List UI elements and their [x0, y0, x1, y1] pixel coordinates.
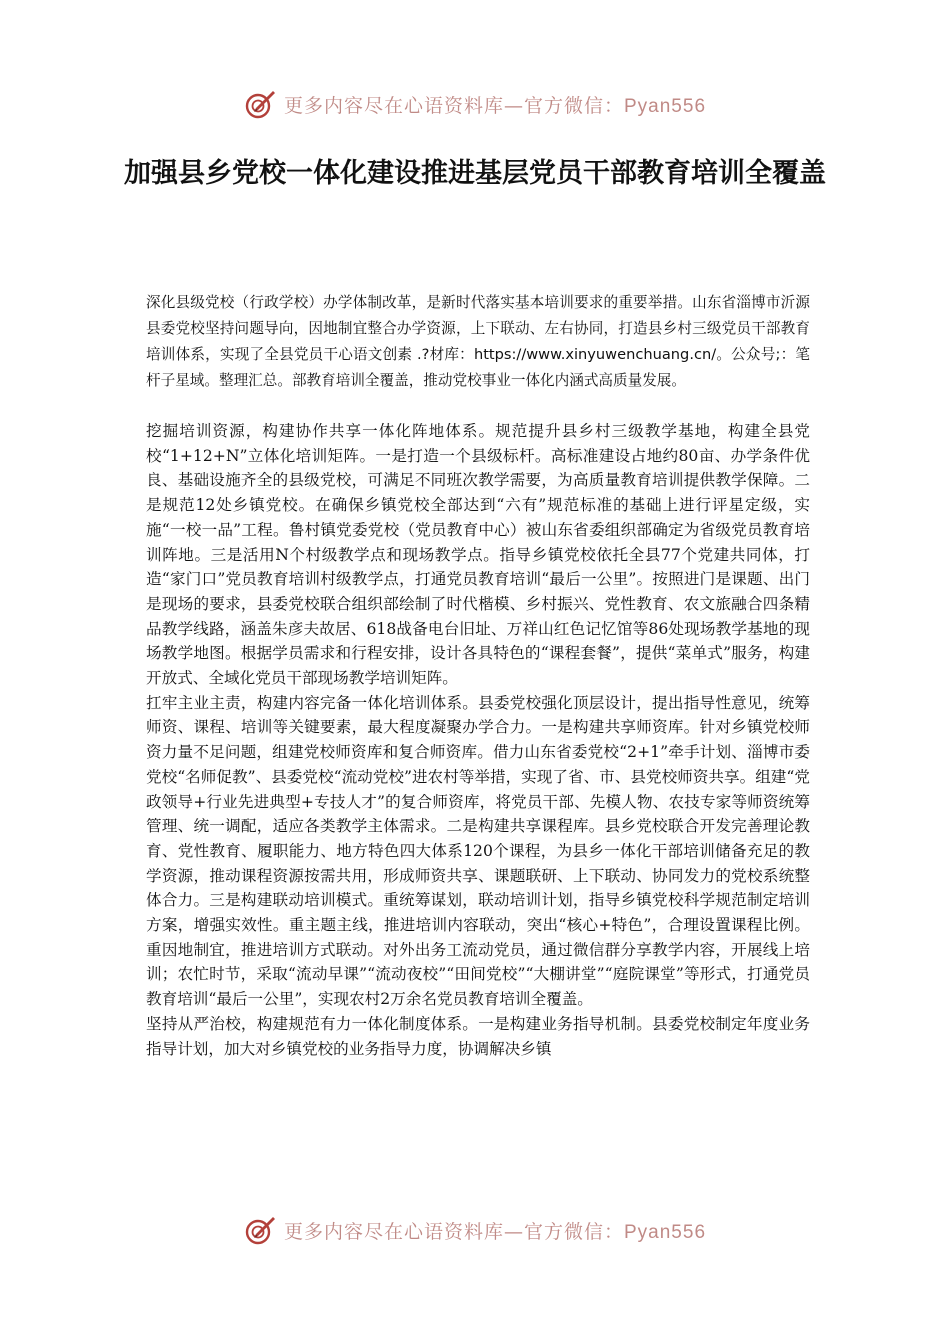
footer-banner — [0, 1210, 950, 1250]
pen-logo-icon — [244, 87, 278, 121]
paragraph: 扛牢主业主责，构建内容完备一体化培训体系。县委党校强化顶层设计，提出指导性意见，统筹师资、课程、培训等关键要素，最大程度凝聚办学合力。一是构建共享师资库。针对乡镇党校师资力量不足问题，组建党校师资库和复合师资库。借力山东省委党校“2+1”牵手计划、淄博市委党校“名师促教”、县委党校“流动党校”进农村等举措，实现了省、市、县党校师资共享。组建“党政领导+行业先进典型+专技人才”的复合师资库，将党员干部、先模人物、农技专家等师资统筹管理、统一调配，适应各类教学主体需求。二是构建共享课程库。县乡党校联合开发完善理论教育、党性教育、履职能力、地方特色四大体系120个课程，为县乡一体化干部培训储备充足的教学资源，推动课程资源按需共用，形成师资共享、课题联研、上下联动、协同发力的党校系统整体合力。三是构建联动培训模式。重统筹谋划，联动培训计划，指导乡镇党校科学规范制定培训方案，增强实效性。重主题主线，推进培训内容联动，突出“核心+特色”，合理设置课程比例。重因地制宜，推进培训方式联动。对外出务工流动党员，通过微信群分享教学内容，开展线上培训；农忙时节，采取“流动早课”“流动夜校”“田间党校”“大棚讲堂”“庭院课堂”等形式，打通党员教育培训“最后一公里”，实现农村2万余名党员教育培训全覆盖。 — [146, 693, 810, 1009]
paragraph: 坚持从严治校，构建规范有力一体化制度体系。一是构建业务指导机制。县委党校制定年度业务指导计划，加大对乡镇党校的业务指导力度，协调解决乡镇 — [146, 1014, 810, 1058]
banner-label: 更多内容尽在心语资料库—官方微信：Pyan556 — [283, 1220, 707, 1243]
body-text — [146, 419, 810, 1061]
pen-logo-icon — [244, 1213, 278, 1247]
lead-paragraph: 深化县级党校（行政学校）办学体制改革，是新时代落实基本培训要求的重要举措。山东省淄博市沂源县委党校坚持问题导向，因地制宜整合办学资源，上下联动、左右协同，打造县乡村三级党员干部教育培训体系，实现了全县党员干心语文创素 .?材库：https://www.xinyuwenchuang.cn/。公众号;：笔杆子星域。整理汇总。部教育培训全覆盖，推动党校事业一体化内涵式高质量发展。 — [146, 294, 810, 389]
banner-label: 更多内容尽在心语资料库—官方微信：Pyan556 — [283, 94, 707, 117]
document-title: 加强县乡党校一体化建设推进基层党员干部教育培训全覆盖 — [124, 158, 826, 189]
paragraph: 挖掘培训资源，构建协作共享一体化阵地体系。规范提升县乡村三级教学基地，构建全县党校“1+12+N”立体化培训矩阵。一是打造一个县级标杆。高标准建设占地约80亩、办学条件优良、基础设施齐全的县级党校，可满足不同班次教学需要，为高质量教育培训提供教学保障。二是规范12处乡镇党校。在确保乡镇党校全部达到“六有”规范标准的基础上进行评星定级，实施“一校一品”工程。鲁村镇党委党校（党员教育中心）被山东省委组织部确定为省级党员教育培训阵地。三是活用N个村级教学点和现场教学点。指导乡镇党校依托全县77个党建共同体，打造“家门口”党员教育培训村级教学点，打通党员教育培训“最后一公里”。按照进门是课题、出门是现场的要求，县委党校联合组织部绘制了时代楷模、乡村振兴、党性教育、农文旅融合四条精品教学线路，涵盖朱彦夫故居、618战备电台旧址、万祥山红色记忆馆等86处现场教学基地的现场教学地图。根据学员需求和行程安排，设计各具特色的“课程套餐”，提供“菜单式”服务，构建开放式、全域化党员干部现场教学培训矩阵。 — [146, 422, 810, 688]
header-banner — [0, 84, 950, 124]
